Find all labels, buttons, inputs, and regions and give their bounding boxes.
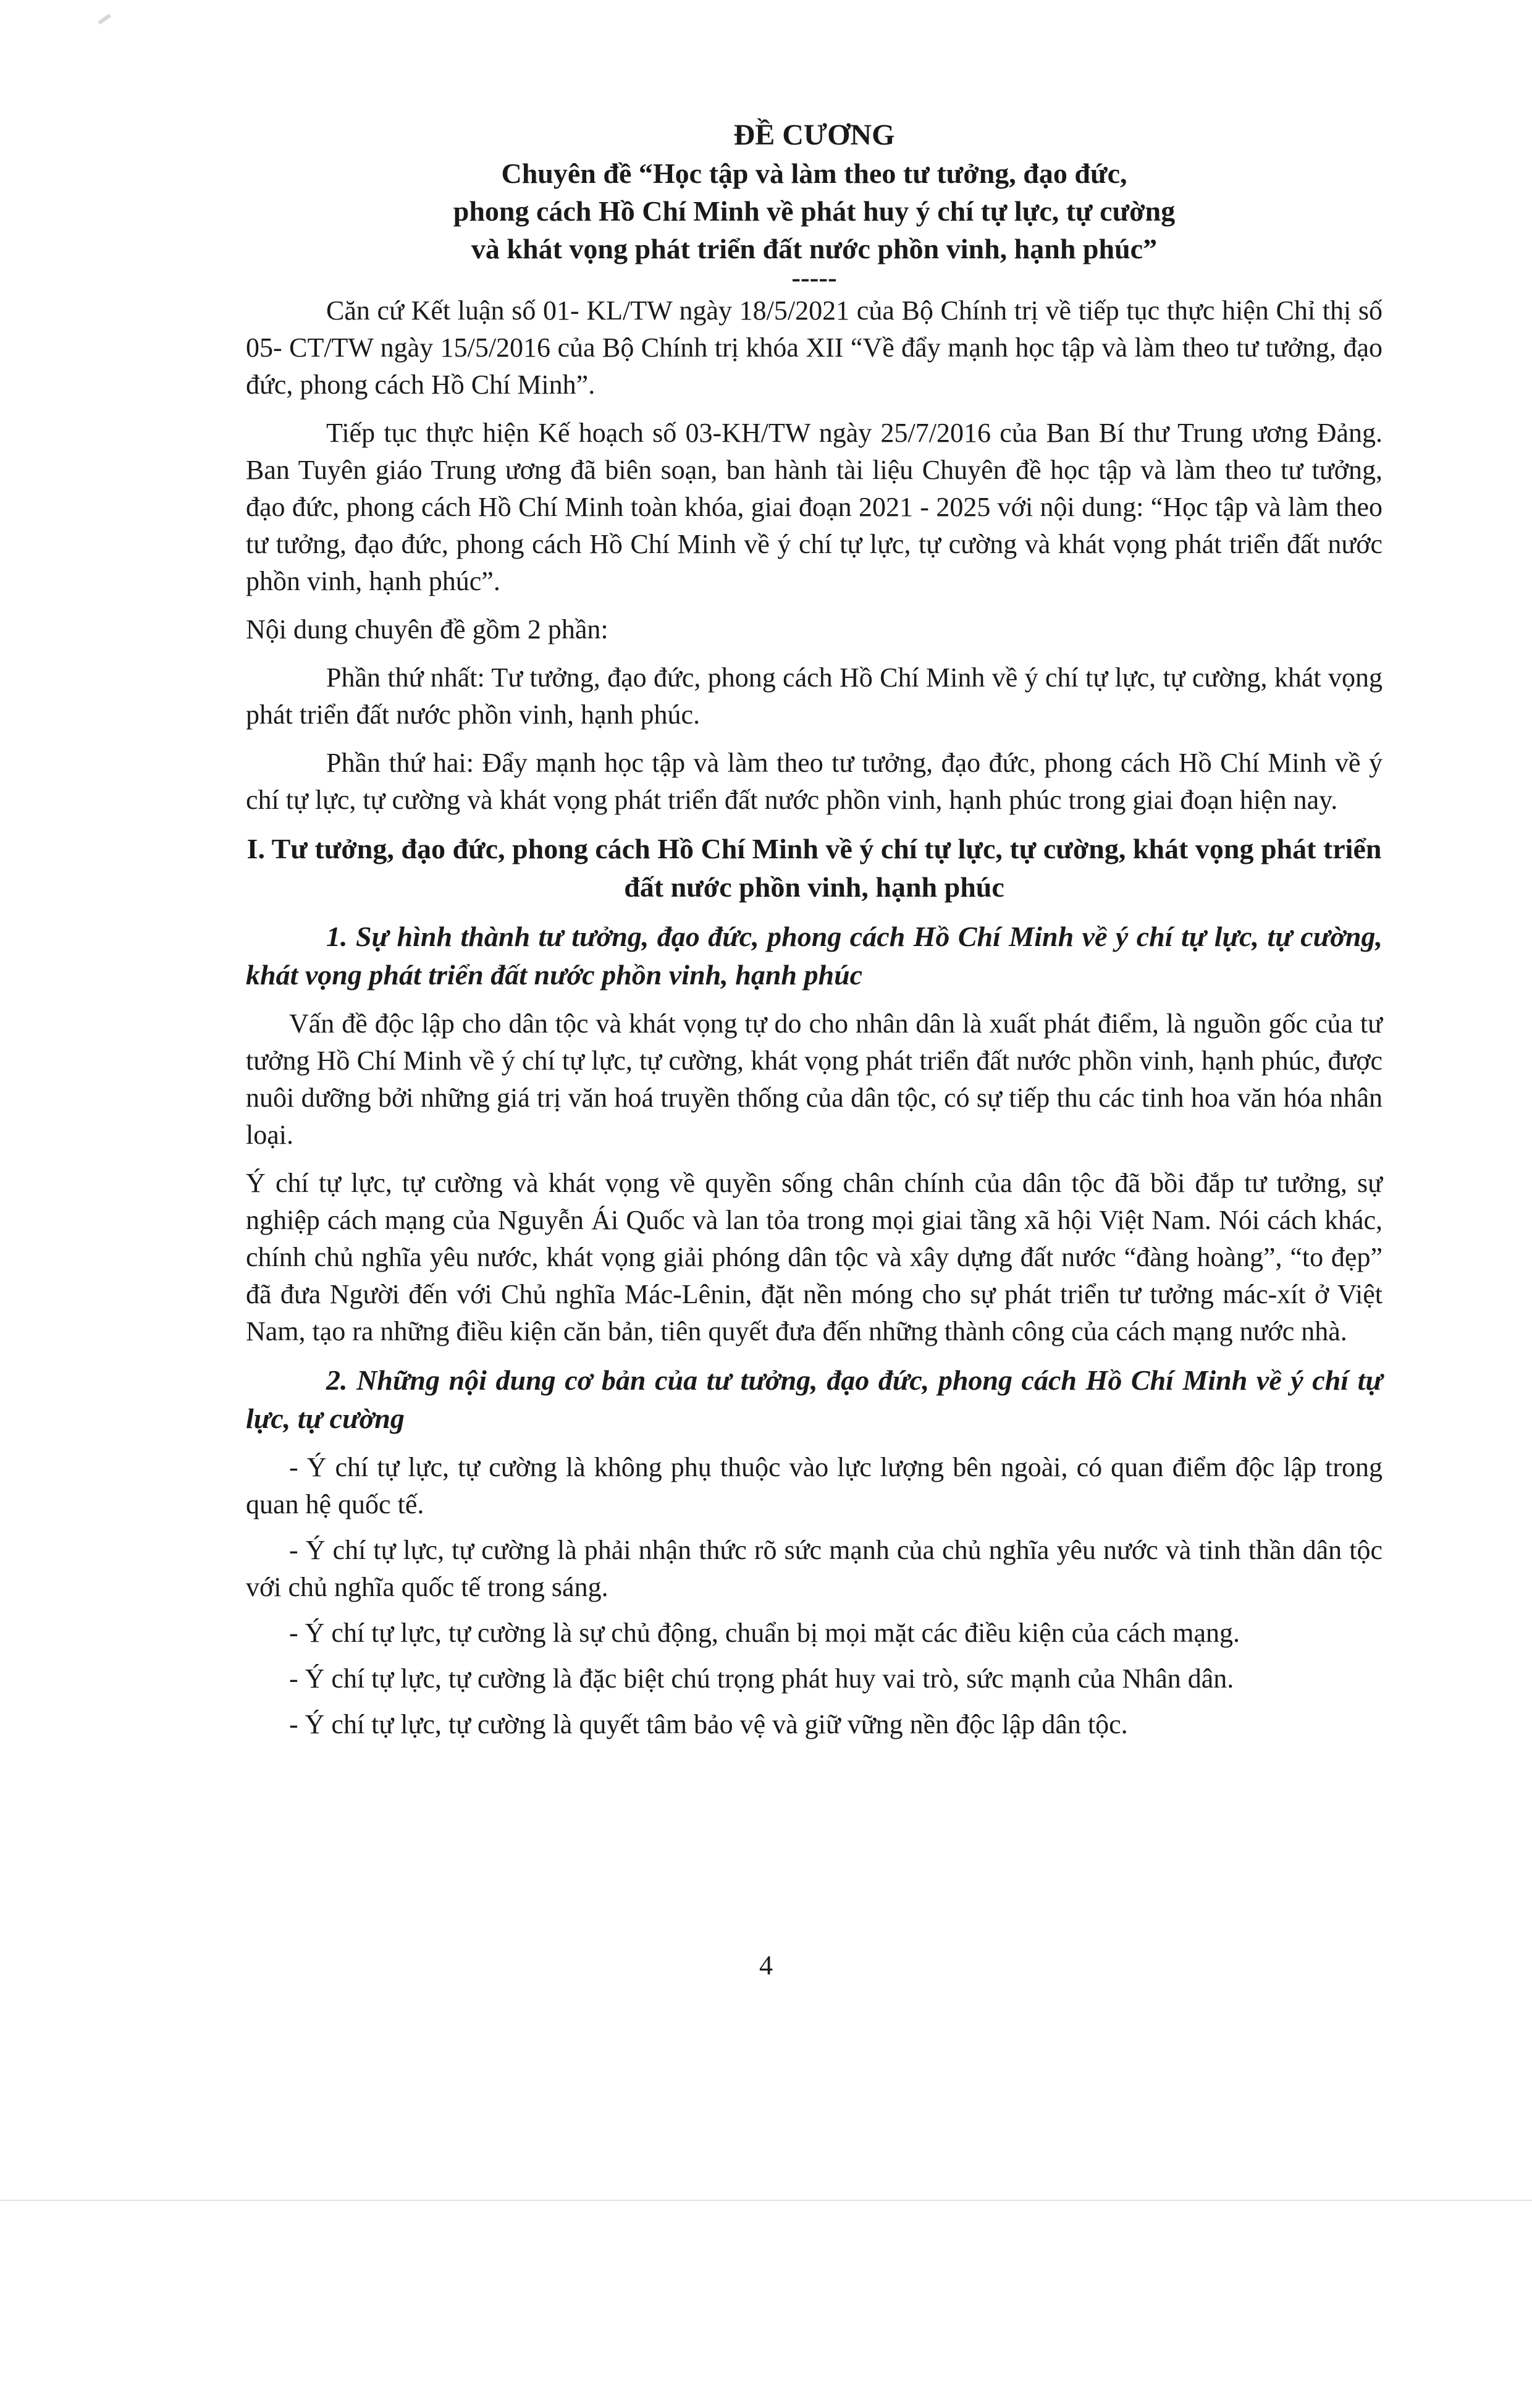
subtitle-line-3: và khát vọng phát triển đất nước phồn vinh, hạnh phúc” xyxy=(471,233,1158,264)
subtitle-line-1: Chuyên đề “Học tập và làm theo tư tưởng, đạo đức, xyxy=(501,158,1127,189)
title-separator: ----- xyxy=(791,263,837,293)
paragraph-plan: Tiếp tục thực hiện Kế hoạch số 03-KH/TW ngày 25/7/2016 của Ban Bí thư Trung ương Đảng. Ban Tuyên giáo Trung ương đã biên soạn, ban hành tài liệu Chuyên đề học tập và làm theo tư tưởng, đạo đức, phong cách Hồ Chí Minh toàn khóa, giai đoạn 2021 - 2025 với nội dung: “Học tập và làm theo tư tưởng, đạo đức, phong cách Hồ Chí Minh về ý chí tự lực, tự cường và khát vọng phát triển đất nước phồn vinh, hạnh phúc”. xyxy=(246,418,1383,596)
paragraph-basis: Căn cứ Kết luận số 01- KL/TW ngày 18/5/2021 của Bộ Chính trị về tiếp tục thực hiện Chỉ thị số 05- CT/TW ngày 15/5/2016 của Bộ Chính trị khóa XII “Về đẩy mạnh học tập và làm theo tư tưởng, đạo đức, phong cách Hồ Chí Minh”. xyxy=(246,295,1383,400)
section-heading-1: I. Tư tưởng, đạo đức, phong cách Hồ Chí Minh về ý chí tự lực, tự cường, khát vọng phát triển đất nước phồn vinh, hạnh phúc xyxy=(246,833,1382,903)
paragraph-will: Ý chí tự lực, tự cường và khát vọng về quyền sống chân chính của dân tộc đã bồi đắp tư tưởng, sự nghiệp cách mạng của Nguyễn Ái Quốc và lan tỏa trong mọi giai tầng xã hội Việt Nam. Nói cách khác, chính chủ nghĩa yêu nước, khát vọng giải phóng dân tộc và xây dựng đất nước “đàng hoàng”, “to đẹp” đã đưa Người đến với Chủ nghĩa Mác-Lênin, đặt nền móng cho sự phát triển tư tưởng mác-xít ở Việt Nam, tạo ra những điều kiện căn bản, tiên quyết đưa đến những thành công của cách mạng nước nhà. xyxy=(246,1168,1383,1346)
document-body xyxy=(246,116,1383,1752)
paragraph-part-one: Phần thứ nhất: Tư tưởng, đạo đức, phong cách Hồ Chí Minh về ý chí tự lực, tự cường, khát vọng phát triển đất nước phồn vinh, hạnh phúc. xyxy=(246,662,1383,730)
paragraph-part-two: Phần thứ hai: Đẩy mạnh học tập và làm theo tư tưởng, đạo đức, phong cách Hồ Chí Minh về ý chí tự lực, tự cường và khát vọng phát triển đất nước phồn vinh, hạnh phúc trong giai đoạn hiện nay. xyxy=(246,748,1383,815)
paragraph-origin: Vấn đề độc lập cho dân tộc và khát vọng tự do cho nhân dân là xuất phát điểm, là nguồn gốc của tư tưởng Hồ Chí Minh về ý chí tự lực, tự cường, khát vọng phát triển đất nước phồn vinh, hạnh phúc, được nuôi dưỡng bởi những giá trị văn hoá truyền thống của dân tộc, có sự tiếp thu các tinh hoa văn hóa nhân loại. xyxy=(246,1008,1383,1150)
bullet-item: - Ý chí tự lực, tự cường là sự chủ động, chuẩn bị mọi mặt các điều kiện của cách mạng. xyxy=(289,1618,1240,1648)
scan-artifact xyxy=(98,14,111,25)
subsection-heading-2: 2. Những nội dung cơ bản của tư tưởng, đạo đức, phong cách Hồ Chí Minh về ý chí tự lực, tự cường xyxy=(246,1364,1383,1434)
scan-edge-line xyxy=(0,2200,1532,2201)
subtitle-line-2: phong cách Hồ Chí Minh về phát huy ý chí tự lực, tự cường xyxy=(453,195,1176,227)
bullet-item: - Ý chí tự lực, tự cường là phải nhận thức rõ sức mạnh của chủ nghĩa yêu nước và tinh thần dân tộc với chủ nghĩa quốc tế trong sáng. xyxy=(246,1535,1383,1602)
subsection-heading-1: 1. Sự hình thành tư tưởng, đạo đức, phong cách Hồ Chí Minh về ý chí tự lực, tự cường, khát vọng phát triển đất nước phồn vinh, hạnh phúc xyxy=(246,921,1383,991)
page-number: 4 xyxy=(759,1950,773,1980)
bullet-item: - Ý chí tự lực, tự cường là đặc biệt chú trọng phát huy vai trò, sức mạnh của Nhân dân. xyxy=(289,1663,1234,1694)
bullet-item: - Ý chí tự lực, tự cường là quyết tâm bảo vệ và giữ vững nền độc lập dân tộc. xyxy=(289,1709,1128,1739)
bullet-item: - Ý chí tự lực, tự cường là không phụ thuộc vào lực lượng bên ngoài, có quan điểm độc lập trong quan hệ quốc tế. xyxy=(246,1452,1383,1519)
paragraph-content-intro: Nội dung chuyên đề gồm 2 phần: xyxy=(246,614,608,644)
document-title: ĐỀ CƯƠNG xyxy=(733,119,895,151)
